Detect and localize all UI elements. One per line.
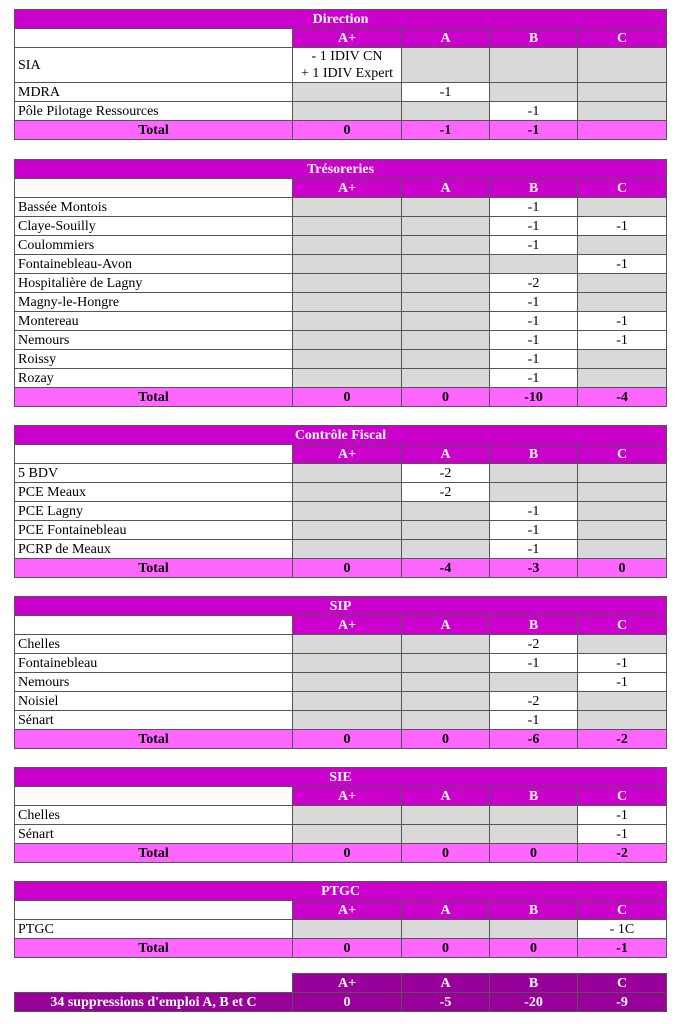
section-table-controle-fiscal bbox=[14, 425, 667, 578]
row-label: Coulommiers bbox=[15, 236, 293, 255]
row-label: Pôle Pilotage Ressources bbox=[15, 102, 293, 121]
value-cell: - 1C bbox=[578, 920, 667, 939]
total-value: -6 bbox=[490, 730, 578, 749]
value-cell bbox=[293, 654, 402, 673]
value-cell bbox=[293, 102, 402, 121]
summary-column-header: A+ bbox=[293, 974, 402, 993]
value-cell bbox=[293, 635, 402, 654]
total-row bbox=[15, 559, 667, 578]
value-cell: -1 bbox=[490, 198, 578, 217]
column-header-row bbox=[15, 29, 667, 48]
value-cell bbox=[402, 540, 490, 559]
value-cell: -1 bbox=[490, 102, 578, 121]
total-value: -4 bbox=[402, 559, 490, 578]
value-cell bbox=[578, 464, 667, 483]
value-cell bbox=[293, 331, 402, 350]
column-header: C bbox=[578, 29, 667, 48]
total-value: 0 bbox=[402, 730, 490, 749]
value-cell: -1 bbox=[490, 236, 578, 255]
row-label: PCRP de Meaux bbox=[15, 540, 293, 559]
table-row bbox=[15, 369, 667, 388]
summary-value: 0 bbox=[293, 993, 402, 1012]
total-value: 0 bbox=[490, 939, 578, 958]
section-title: Contrôle Fiscal bbox=[15, 426, 667, 445]
value-cell bbox=[402, 217, 490, 236]
section-title: SIP bbox=[15, 597, 667, 616]
value-cell bbox=[293, 274, 402, 293]
value-cell bbox=[578, 521, 667, 540]
total-value: -2 bbox=[578, 844, 667, 863]
value-cell bbox=[402, 502, 490, 521]
row-label: Chelles bbox=[15, 806, 293, 825]
value-cell: -1 bbox=[490, 350, 578, 369]
total-row bbox=[15, 844, 667, 863]
value-cell: -1 bbox=[490, 654, 578, 673]
value-cell bbox=[490, 825, 578, 844]
table-row bbox=[15, 502, 667, 521]
table-row bbox=[15, 692, 667, 711]
column-header: C bbox=[578, 616, 667, 635]
row-label: PCE Meaux bbox=[15, 483, 293, 502]
table-row bbox=[15, 217, 667, 236]
table-row bbox=[15, 483, 667, 502]
section-title: Trésoreries bbox=[15, 160, 667, 179]
value-cell: -2 bbox=[402, 483, 490, 502]
column-header: A+ bbox=[293, 29, 402, 48]
column-header: A+ bbox=[293, 616, 402, 635]
value-cell: -1 bbox=[490, 331, 578, 350]
summary-column-header: A bbox=[402, 974, 490, 993]
header-blank-cell bbox=[15, 445, 293, 464]
total-value: 0 bbox=[402, 388, 490, 407]
value-cell: -1 bbox=[578, 312, 667, 331]
column-header: A+ bbox=[293, 445, 402, 464]
column-header-row bbox=[15, 901, 667, 920]
value-cell bbox=[293, 293, 402, 312]
value-cell bbox=[490, 83, 578, 102]
value-cell bbox=[293, 692, 402, 711]
summary-column-header: C bbox=[578, 974, 667, 993]
total-row bbox=[15, 730, 667, 749]
row-label: Fontainebleau-Avon bbox=[15, 255, 293, 274]
table-row bbox=[15, 711, 667, 730]
value-cell bbox=[402, 198, 490, 217]
table-row bbox=[15, 236, 667, 255]
value-cell bbox=[402, 350, 490, 369]
summary-value: -20 bbox=[490, 993, 578, 1012]
value-cell bbox=[490, 464, 578, 483]
value-cell bbox=[402, 255, 490, 274]
total-value: -1 bbox=[578, 939, 667, 958]
total-value: -1 bbox=[402, 121, 490, 140]
value-cell: -1 bbox=[578, 806, 667, 825]
column-header: B bbox=[490, 901, 578, 920]
column-header: A bbox=[402, 29, 490, 48]
total-row bbox=[15, 388, 667, 407]
value-cell: - 1 IDIV CN + 1 IDIV Expert bbox=[293, 48, 402, 83]
value-cell bbox=[293, 540, 402, 559]
value-cell: -2 bbox=[490, 635, 578, 654]
total-value: 0 bbox=[578, 559, 667, 578]
value-cell: -1 bbox=[578, 673, 667, 692]
value-cell bbox=[293, 369, 402, 388]
section-title: PTGC bbox=[15, 882, 667, 901]
value-cell: -1 bbox=[490, 540, 578, 559]
value-cell bbox=[402, 654, 490, 673]
table-row bbox=[15, 83, 667, 102]
column-header: A+ bbox=[293, 179, 402, 198]
total-label: Total bbox=[15, 121, 293, 140]
table-row bbox=[15, 540, 667, 559]
value-cell: -1 bbox=[402, 83, 490, 102]
summary-label: 34 suppressions d'emploi A, B et C bbox=[15, 993, 293, 1012]
row-label: Montereau bbox=[15, 312, 293, 331]
total-value: -2 bbox=[578, 730, 667, 749]
row-label: Nemours bbox=[15, 331, 293, 350]
value-cell: -1 bbox=[490, 293, 578, 312]
value-cell bbox=[402, 673, 490, 692]
total-label: Total bbox=[15, 559, 293, 578]
value-cell bbox=[402, 521, 490, 540]
total-value: -3 bbox=[490, 559, 578, 578]
table-row bbox=[15, 635, 667, 654]
column-header: B bbox=[490, 616, 578, 635]
total-label: Total bbox=[15, 730, 293, 749]
column-header: B bbox=[490, 787, 578, 806]
column-header: B bbox=[490, 29, 578, 48]
value-cell bbox=[490, 483, 578, 502]
row-label: MDRA bbox=[15, 83, 293, 102]
column-header: A+ bbox=[293, 901, 402, 920]
value-cell: -1 bbox=[490, 217, 578, 236]
total-value: 0 bbox=[293, 559, 402, 578]
value-cell bbox=[293, 673, 402, 692]
value-cell bbox=[402, 825, 490, 844]
value-cell: -2 bbox=[402, 464, 490, 483]
table-row bbox=[15, 293, 667, 312]
table-row bbox=[15, 331, 667, 350]
value-cell bbox=[578, 711, 667, 730]
total-value: 0 bbox=[402, 939, 490, 958]
table-row bbox=[15, 825, 667, 844]
value-cell bbox=[402, 48, 490, 83]
total-value: 0 bbox=[293, 388, 402, 407]
section-table-ptgc bbox=[14, 881, 667, 958]
value-cell bbox=[490, 806, 578, 825]
value-cell bbox=[578, 48, 667, 83]
total-value: 0 bbox=[293, 121, 402, 140]
value-cell: -1 bbox=[578, 825, 667, 844]
row-label: Bassée Montois bbox=[15, 198, 293, 217]
table-row bbox=[15, 673, 667, 692]
value-cell bbox=[293, 711, 402, 730]
value-cell bbox=[293, 255, 402, 274]
column-header-row bbox=[15, 445, 667, 464]
column-header: B bbox=[490, 179, 578, 198]
row-label: Noisiel bbox=[15, 692, 293, 711]
value-cell bbox=[293, 464, 402, 483]
row-label: Magny-le-Hongre bbox=[15, 293, 293, 312]
value-cell bbox=[402, 236, 490, 255]
value-cell bbox=[578, 236, 667, 255]
value-cell bbox=[578, 502, 667, 521]
column-header-row bbox=[15, 787, 667, 806]
row-label: Fontainebleau bbox=[15, 654, 293, 673]
total-row bbox=[15, 121, 667, 140]
value-cell bbox=[293, 483, 402, 502]
summary-column-header: B bbox=[490, 974, 578, 993]
value-cell bbox=[293, 217, 402, 236]
value-cell bbox=[402, 806, 490, 825]
row-label: PCE Lagny bbox=[15, 502, 293, 521]
value-cell bbox=[293, 198, 402, 217]
column-header: A+ bbox=[293, 787, 402, 806]
value-cell bbox=[402, 312, 490, 331]
total-value: 0 bbox=[293, 730, 402, 749]
value-cell: -1 bbox=[578, 331, 667, 350]
section-table-direction bbox=[14, 9, 667, 140]
value-cell bbox=[578, 540, 667, 559]
table-row bbox=[15, 464, 667, 483]
value-cell: -1 bbox=[490, 369, 578, 388]
table-row bbox=[15, 312, 667, 331]
value-cell bbox=[490, 48, 578, 83]
total-label: Total bbox=[15, 939, 293, 958]
summary-value: -5 bbox=[402, 993, 490, 1012]
summary-value: -9 bbox=[578, 993, 667, 1012]
column-header: A bbox=[402, 787, 490, 806]
value-cell bbox=[578, 293, 667, 312]
total-value: 0 bbox=[402, 844, 490, 863]
value-cell: -1 bbox=[578, 654, 667, 673]
total-value: -1 bbox=[490, 121, 578, 140]
value-cell bbox=[293, 312, 402, 331]
row-label: PCE Fontainebleau bbox=[15, 521, 293, 540]
header-blank-cell bbox=[15, 901, 293, 920]
value-cell bbox=[293, 83, 402, 102]
table-row bbox=[15, 350, 667, 369]
value-cell bbox=[293, 502, 402, 521]
column-header: A bbox=[402, 445, 490, 464]
table-row bbox=[15, 274, 667, 293]
column-header: A bbox=[402, 901, 490, 920]
value-cell bbox=[402, 102, 490, 121]
table-row bbox=[15, 654, 667, 673]
value-cell bbox=[490, 673, 578, 692]
total-value: 0 bbox=[293, 844, 402, 863]
row-label: Sénart bbox=[15, 711, 293, 730]
section-title: Direction bbox=[15, 10, 667, 29]
value-cell bbox=[402, 635, 490, 654]
table-row bbox=[15, 255, 667, 274]
value-cell bbox=[578, 692, 667, 711]
total-value: -4 bbox=[578, 388, 667, 407]
value-cell bbox=[293, 236, 402, 255]
value-cell bbox=[578, 350, 667, 369]
value-cell bbox=[578, 635, 667, 654]
column-header: C bbox=[578, 179, 667, 198]
value-cell: -1 bbox=[490, 312, 578, 331]
value-cell bbox=[402, 369, 490, 388]
column-header: C bbox=[578, 901, 667, 920]
column-header: C bbox=[578, 445, 667, 464]
value-cell: -2 bbox=[490, 274, 578, 293]
row-label: Hospitalière de Lagny bbox=[15, 274, 293, 293]
total-value: -10 bbox=[490, 388, 578, 407]
value-cell bbox=[293, 920, 402, 939]
column-header: A bbox=[402, 616, 490, 635]
table-row bbox=[15, 521, 667, 540]
summary-table bbox=[14, 973, 667, 1012]
header-blank-cell bbox=[15, 179, 293, 198]
value-cell bbox=[293, 825, 402, 844]
value-cell bbox=[293, 350, 402, 369]
total-value bbox=[578, 121, 667, 140]
total-label: Total bbox=[15, 388, 293, 407]
column-header: C bbox=[578, 787, 667, 806]
value-cell bbox=[578, 483, 667, 502]
value-cell: -1 bbox=[490, 521, 578, 540]
table-row bbox=[15, 102, 667, 121]
row-label: Chelles bbox=[15, 635, 293, 654]
header-blank-cell bbox=[15, 29, 293, 48]
summary-blank-cell bbox=[15, 974, 293, 993]
column-header-row bbox=[15, 616, 667, 635]
header-blank-cell bbox=[15, 616, 293, 635]
value-cell bbox=[578, 198, 667, 217]
value-cell bbox=[293, 521, 402, 540]
table-row bbox=[15, 920, 667, 939]
value-cell: -1 bbox=[578, 217, 667, 236]
table-row bbox=[15, 198, 667, 217]
total-value: 0 bbox=[490, 844, 578, 863]
table-row bbox=[15, 806, 667, 825]
value-cell: -2 bbox=[490, 692, 578, 711]
value-cell bbox=[293, 806, 402, 825]
value-cell bbox=[402, 331, 490, 350]
row-label: Roissy bbox=[15, 350, 293, 369]
section-table-sip bbox=[14, 596, 667, 749]
total-label: Total bbox=[15, 844, 293, 863]
header-blank-cell bbox=[15, 787, 293, 806]
row-label: Sénart bbox=[15, 825, 293, 844]
column-header: B bbox=[490, 445, 578, 464]
total-row bbox=[15, 939, 667, 958]
row-label: PTGC bbox=[15, 920, 293, 939]
row-label: 5 BDV bbox=[15, 464, 293, 483]
row-label: Claye-Souilly bbox=[15, 217, 293, 236]
value-cell: -1 bbox=[490, 502, 578, 521]
row-label: SIA bbox=[15, 48, 293, 83]
value-cell bbox=[578, 274, 667, 293]
row-label: Rozay bbox=[15, 369, 293, 388]
section-title: SIE bbox=[15, 768, 667, 787]
table-row bbox=[15, 48, 667, 83]
section-table-tresoreries bbox=[14, 159, 667, 407]
value-cell bbox=[402, 692, 490, 711]
value-cell bbox=[402, 293, 490, 312]
value-cell bbox=[402, 920, 490, 939]
total-value: 0 bbox=[293, 939, 402, 958]
row-label: Nemours bbox=[15, 673, 293, 692]
value-cell bbox=[402, 274, 490, 293]
value-cell bbox=[578, 369, 667, 388]
column-header: A bbox=[402, 179, 490, 198]
column-header-row bbox=[15, 179, 667, 198]
value-cell bbox=[490, 255, 578, 274]
value-cell: -1 bbox=[578, 255, 667, 274]
section-table-sie bbox=[14, 767, 667, 863]
value-cell bbox=[490, 920, 578, 939]
value-cell bbox=[402, 711, 490, 730]
value-cell: -1 bbox=[490, 711, 578, 730]
value-cell bbox=[578, 83, 667, 102]
value-cell bbox=[578, 102, 667, 121]
